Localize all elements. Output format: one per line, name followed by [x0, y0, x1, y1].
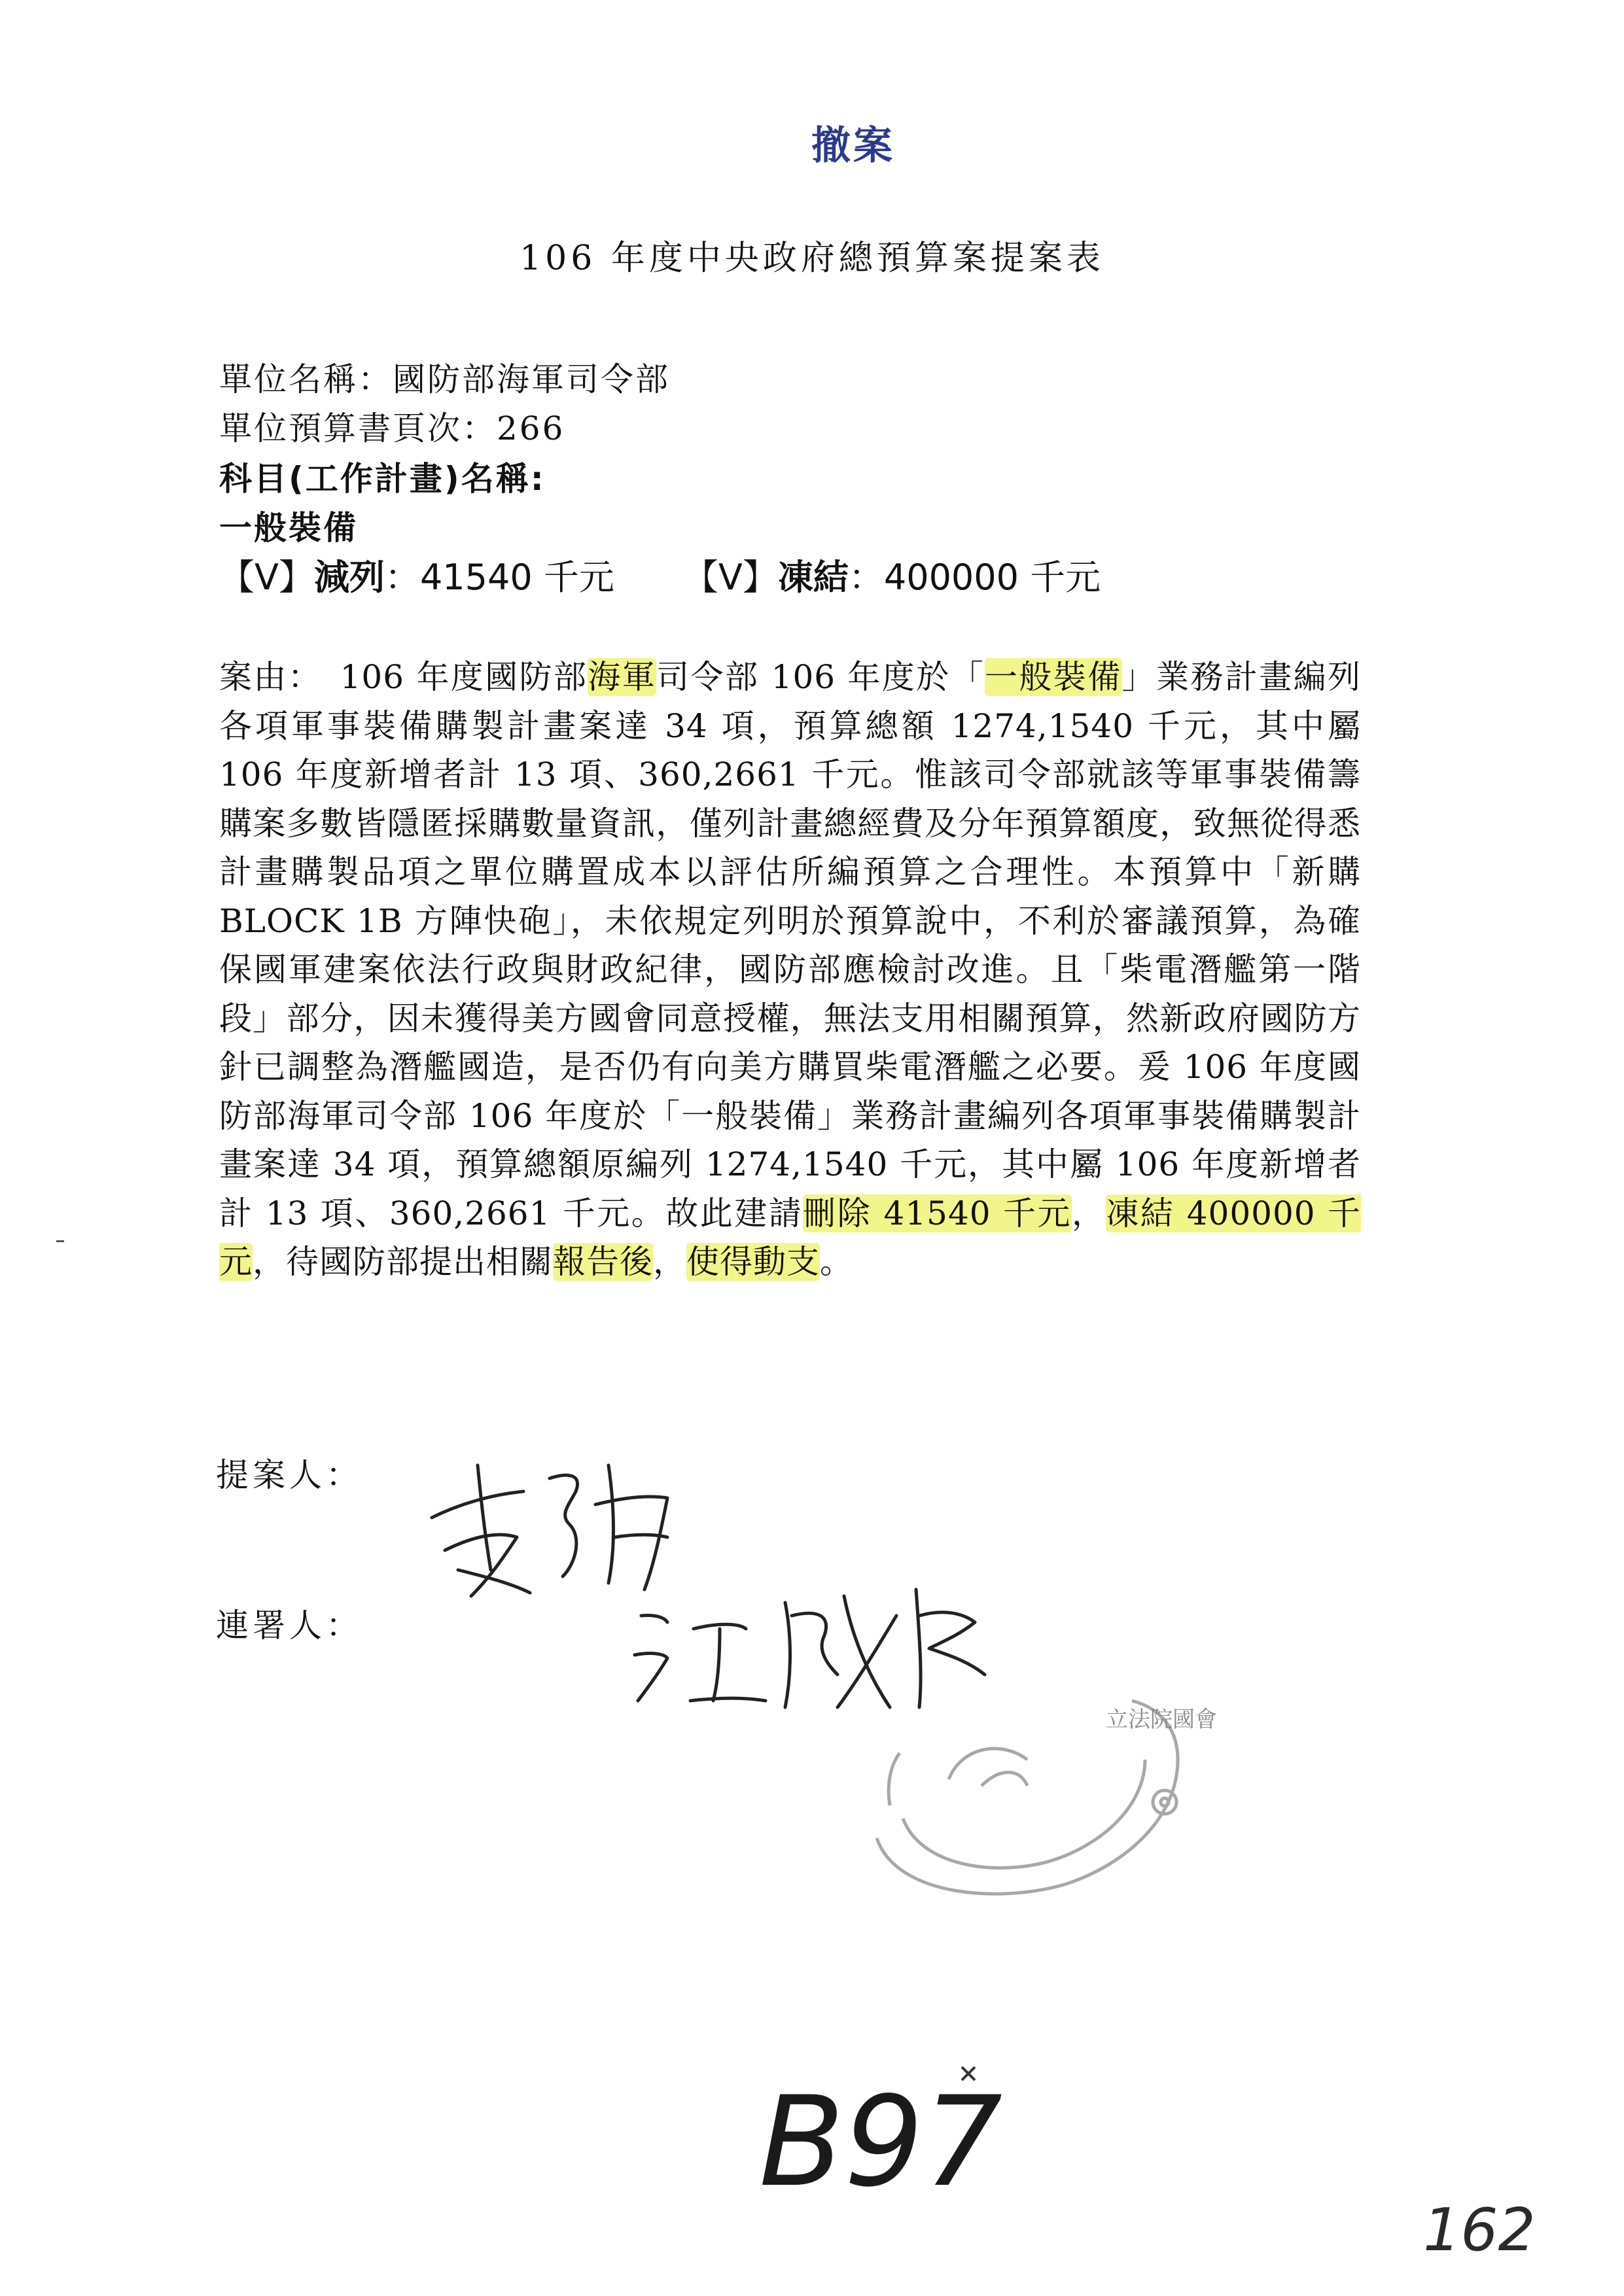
text-run: ，待國防部提出相關 [253, 1243, 553, 1281]
proposer-label: 提案人： [216, 1456, 362, 1494]
highlighted-text: 一般裝備 [985, 658, 1122, 696]
document-title: 106 年度中央政府總預算案提案表 [520, 239, 1104, 278]
highlighted-text: 報告後 [553, 1243, 653, 1281]
withdrawn-stamp: 撤案 [811, 123, 895, 169]
highlighted-text: 凍結 400000 千元 [219, 1194, 1361, 1281]
action-line [219, 549, 1101, 600]
seal-text: 立法院國會 [1106, 1707, 1217, 1733]
cut-checkbox: 【V】 [219, 557, 314, 598]
subject-label: 科目(工作計畫)名稱: [219, 460, 546, 498]
scan-mark [56, 1240, 64, 1242]
cut-label: 減列 [313, 557, 385, 598]
text-run: 。 [820, 1243, 853, 1281]
text-run: 案由： 106 年度國防部 [219, 658, 588, 696]
page-number-text: 162 [1423, 2196, 1536, 2265]
text-run: 司令部 106 年度於「 [656, 658, 985, 696]
text-run: 」業務計畫編列各項軍事裝備購製計畫案達 34 項，預算總額 1274,1540 千元，其中屬 106 年度新增者計 13 項、360,2661 千元。惟該司令部就該等軍事裝備籌購案多數皆隱匿採購數量資訊，僅列計畫總經費及分年預算額度，致無從得悉計畫購製品項之單位購置成本以評估所編預算之合理性。本預算中「新購 BLOCK 1B 方陣快砲」，未依規定列明於預算說中，不利於審議預算，為確保國軍建案依法行政與財政紀律，國防部應檢討改進。且「柴電潛艦第一階段」部分，因未獲得美方國會同意授權，無法支用相關預算，然新政府國防方針已調整為潛艦國造，是否仍有向美方購買柴電潛艦之必要。爰 106 年度國防部海軍司令部 106 年度於「一般裝備」業務計畫編列各項軍事裝備購製計畫案達 34 項，預算總額原編列 1274,1540 千元，其中屬 106 年度新增者計 13 項、360,2661 千元。故此建請 [219, 658, 1362, 1232]
highlighted-text: 海軍 [588, 658, 657, 696]
text-run: ， [1071, 1194, 1106, 1232]
subject-value: 一般裝備 [219, 509, 358, 547]
case-reason [219, 653, 1361, 1287]
cut-value: ：41540 千元 [384, 557, 614, 598]
highlighted-text: 使得動支 [686, 1243, 820, 1281]
handwritten-code [752, 2061, 1003, 2214]
handwritten-page-number [1420, 2185, 1564, 2270]
unit-name: 單位名稱：國防部海軍司令部 [219, 360, 670, 398]
code-text: B97 [759, 2070, 1003, 2214]
freeze-label: 凍結 [777, 557, 849, 598]
text-run: ， [653, 1243, 686, 1281]
unit-budget-page: 單位預算書頁次：266 [219, 409, 565, 447]
cosigner-label: 連署人： [216, 1607, 362, 1644]
official-seal-icon [851, 1688, 1217, 1910]
freeze-value: ：400000 千元 [848, 557, 1101, 598]
highlighted-text: 刪除 41540 千元 [803, 1194, 1072, 1232]
freeze-checkbox: 【V】 [682, 557, 778, 598]
